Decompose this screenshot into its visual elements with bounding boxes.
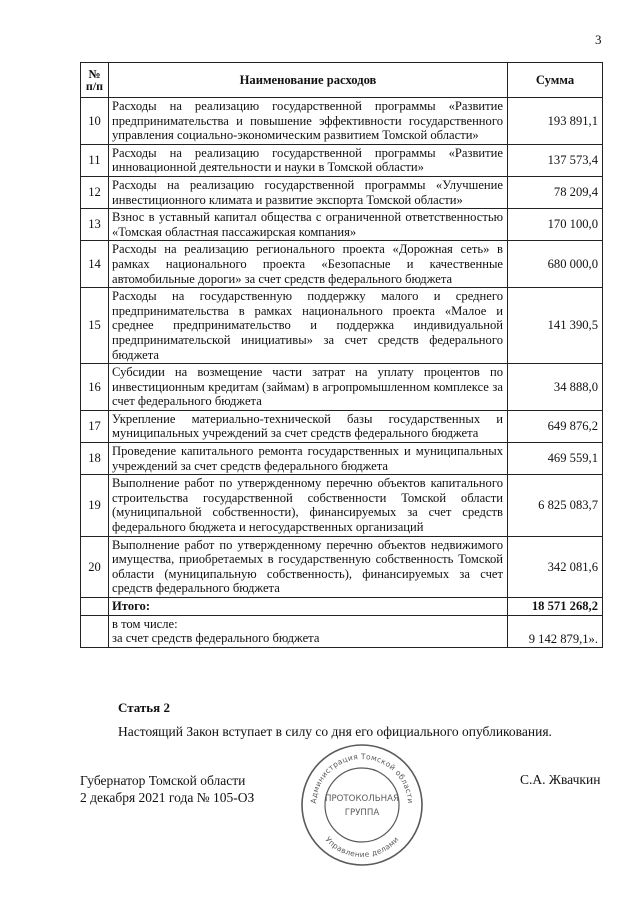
- article-title: Статья 2: [118, 700, 170, 715]
- page-number: 3: [595, 32, 602, 47]
- row-name: Расходы на реализацию государственной программы «Развитие предпринимательства и повышение эффективности государственного управления социально-экономическим развитием Томской области»: [109, 98, 508, 145]
- official-stamp: [300, 743, 424, 867]
- table-row: [81, 443, 603, 475]
- table-header-row: [81, 63, 603, 98]
- row-num: 16: [81, 364, 109, 411]
- row-sum: 34 888,0: [508, 364, 603, 411]
- row-sum: 469 559,1: [508, 443, 603, 475]
- table-row: [81, 475, 603, 536]
- row-num: 11: [81, 144, 109, 176]
- stamp-top-arc-text: Администрация Томской области: [308, 751, 416, 804]
- row-sum: 6 825 083,7: [508, 475, 603, 536]
- header-num: № п/п: [81, 63, 109, 98]
- total-sum: 18 571 268,2: [508, 598, 603, 616]
- row-name: Выполнение работ по утвержденному перечню объектов капитального строительства государственной собственности Томской области (муниципальной собственности), финансируемых за счет средств федерального бюджета и негосударственных организаций: [109, 475, 508, 536]
- header-sum: Сумма: [508, 63, 603, 98]
- total-row: [81, 598, 603, 616]
- expenses-table: [80, 62, 603, 648]
- row-num: 18: [81, 443, 109, 475]
- row-sum: 170 100,0: [508, 209, 603, 241]
- row-sum: 680 000,0: [508, 241, 603, 288]
- stamp-line1: ПРОТОКОЛЬНАЯ: [325, 794, 399, 804]
- stamp-outer-ring: [302, 745, 422, 865]
- row-num: 17: [81, 410, 109, 442]
- stamp-line2: ГРУППА: [344, 808, 380, 818]
- table-row: [81, 241, 603, 288]
- row-name: Расходы на реализацию регионального проекта «Дорожная сеть» в рамках национального проекта «Безопасные и качественные автомобильные дороги» за счет средств федерального бюджета: [109, 241, 508, 288]
- row-num: 20: [81, 536, 109, 597]
- law-date-number: 2 декабря 2021 года № 105-ОЗ: [80, 790, 255, 805]
- row-name: Укрепление материально-технической базы государственных и муниципальных учреждений за счет средств федерального бюджета: [109, 410, 508, 442]
- including-row: [81, 615, 603, 647]
- row-num: 12: [81, 176, 109, 208]
- including-cell: [109, 615, 508, 647]
- row-sum: 193 891,1: [508, 98, 603, 145]
- stamp-inner-ring: [325, 768, 399, 842]
- row-sum: 78 209,4: [508, 176, 603, 208]
- federal-label: за счет средств федерального бюджета: [112, 631, 320, 646]
- table-row: [81, 364, 603, 411]
- table-row: [81, 288, 603, 364]
- row-sum: 342 081,6: [508, 536, 603, 597]
- row-num: 19: [81, 475, 109, 536]
- federal-sum: 9 142 879,1».: [508, 615, 603, 647]
- table-row: [81, 209, 603, 241]
- row-name: Расходы на реализацию государственной программы «Развитие инновационной деятельности и науки в Томской области»: [109, 144, 508, 176]
- table-row: [81, 98, 603, 145]
- row-name: Проведение капитального ремонта государственных и муниципальных учреждений за счет средств федерального бюджета: [109, 443, 508, 475]
- total-label: Итого:: [109, 598, 508, 616]
- table-row: [81, 536, 603, 597]
- row-name: Расходы на реализацию государственной программы «Улучшение инвестиционного климата и развитие экспорта Томской области»: [109, 176, 508, 208]
- table-row: [81, 176, 603, 208]
- including-num-cell: [81, 615, 109, 647]
- signatory-name: С.А. Жвачкин: [520, 772, 601, 787]
- row-num: 10: [81, 98, 109, 145]
- including-label: в том числе:: [112, 616, 178, 631]
- row-sum: 649 876,2: [508, 410, 603, 442]
- row-num: 15: [81, 288, 109, 364]
- row-sum: 137 573,4: [508, 144, 603, 176]
- total-num-cell: [81, 598, 109, 616]
- row-name: Субсидии на возмещение части затрат на уплату процентов по инвестиционным кредитам (займам) в агропромышленном комплексе за счет федерального бюджета: [109, 364, 508, 411]
- table-row: [81, 144, 603, 176]
- signature-block: [80, 772, 254, 806]
- article-text: Настоящий Закон вступает в силу со дня его официального опубликования.: [118, 724, 552, 739]
- row-name: Взнос в уставный капитал общества с ограниченной ответственностью «Томская областная пассажирская компания»: [109, 209, 508, 241]
- row-name: Выполнение работ по утвержденному перечню объектов недвижимого имущества, приобретаемых в государственную собственность Томской области (муниципальную собственность), финансируемых за счет средств федерального бюджета: [109, 536, 508, 597]
- header-name: Наименование расходов: [109, 63, 508, 98]
- stamp-bottom-arc-text: Управление делами: [323, 834, 401, 860]
- row-num: 14: [81, 241, 109, 288]
- table-row: [81, 410, 603, 442]
- row-sum: 141 390,5: [508, 288, 603, 364]
- row-name: Расходы на государственную поддержку малого и среднего предпринимательства в рамках национального проекта «Малое и среднее предпринимательство и поддержка индивидуальной предпринимательской инициативы» за счет средств федерального бюджета: [109, 288, 508, 364]
- signatory-position: Губернатор Томской области: [80, 773, 246, 788]
- row-num: 13: [81, 209, 109, 241]
